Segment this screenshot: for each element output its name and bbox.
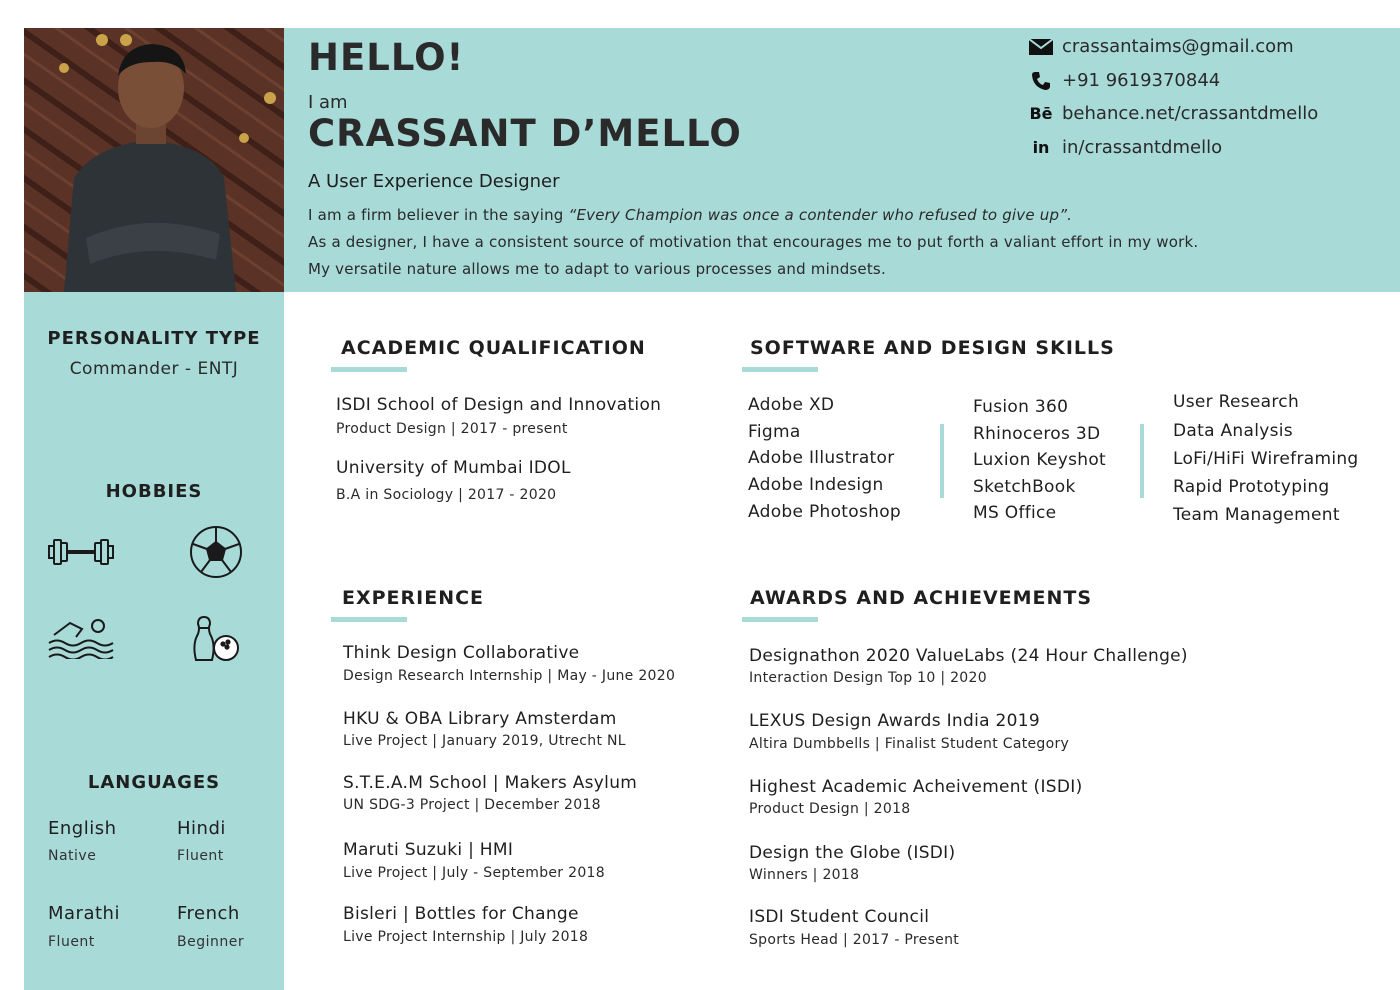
experience-item-sub: Design Research Internship | May - June 2020 (343, 668, 676, 684)
experience-item-title: Think Design Collaborative (343, 643, 580, 663)
phone-icon (1028, 71, 1054, 91)
skill-item: Figma (748, 422, 801, 442)
awards-heading: AWARDS AND ACHIEVEMENTS (750, 587, 1093, 609)
intro-text: I am (308, 92, 348, 113)
skill-item: Luxion Keyshot (973, 450, 1107, 470)
linkedin-text[interactable]: in/crassantdmello (1062, 137, 1223, 158)
contact-linkedin[interactable] (1028, 137, 1222, 158)
profile-photo-illustration (24, 28, 284, 292)
bio-line-3: My versatile nature allows me to adapt to various processes and mindsets. (308, 260, 886, 278)
experience-item-sub: UN SDG-3 Project | December 2018 (343, 797, 601, 813)
award-item-title: Highest Academic Acheivement (ISDI) (749, 777, 1083, 797)
award-item-title: Designathon 2020 ValueLabs (24 Hour Challenge) (749, 646, 1188, 666)
skill-item: Adobe Illustrator (748, 448, 895, 468)
award-item-sub: Interaction Design Top 10 | 2020 (749, 670, 987, 686)
bio-line-1 (308, 206, 1072, 224)
experience-item-sub: Live Project | July - September 2018 (343, 865, 605, 881)
skill-item: Rhinoceros 3D (973, 424, 1101, 444)
football-icon (181, 524, 251, 580)
skills-heading: SOFTWARE AND DESIGN SKILLS (750, 337, 1115, 359)
skills-underline (742, 367, 818, 372)
behance-text[interactable]: behance.net/crassantdmello (1062, 103, 1319, 124)
skill-item: User Research (1173, 392, 1300, 412)
skill-item: MS Office (973, 503, 1057, 523)
email-icon (1028, 37, 1054, 57)
awards-underline (742, 617, 818, 622)
sidebar (24, 292, 284, 990)
skill-item: Adobe Photoshop (748, 502, 901, 522)
skill-item: Rapid Prototyping (1173, 477, 1330, 497)
language-english-level: Native (48, 848, 97, 864)
language-english: English (48, 818, 117, 839)
contact-phone[interactable] (1028, 70, 1220, 91)
phone-text[interactable]: +91 9619370844 (1062, 70, 1221, 91)
academic-heading: ACADEMIC QUALIFICATION (341, 337, 646, 359)
personality-value: Commander - ENTJ (69, 359, 239, 379)
academic-item-sub: Product Design | 2017 - present (336, 421, 568, 437)
greeting: HELLO! (308, 36, 465, 79)
skill-item: Adobe Indesign (748, 475, 884, 495)
language-french-level: Beginner (177, 934, 245, 950)
dumbbell-icon (46, 524, 116, 580)
award-item-title: ISDI Student Council (749, 907, 930, 927)
language-marathi-level: Fluent (48, 934, 95, 950)
experience-heading: EXPERIENCE (342, 587, 485, 609)
skill-item: Fusion 360 (973, 397, 1069, 417)
language-hindi-level: Fluent (177, 848, 224, 864)
award-item-sub: Altira Dumbbells | Finalist Student Category (749, 736, 1070, 752)
contact-email[interactable] (1028, 36, 1294, 57)
language-french: French (177, 903, 240, 924)
job-title: A User Experience Designer (308, 171, 560, 192)
award-item-title: LEXUS Design Awards India 2019 (749, 711, 1040, 731)
behance-icon: Bē (1029, 104, 1053, 123)
experience-item-title: Bisleri | Bottles for Change (343, 904, 579, 924)
contact-behance[interactable] (1028, 103, 1318, 124)
skill-item: SketchBook (973, 477, 1076, 497)
hobbies-heading: HOBBIES (105, 481, 203, 502)
skill-item: Data Analysis (1173, 421, 1293, 441)
languages-heading: LANGUAGES (87, 772, 221, 793)
academic-underline (331, 367, 407, 372)
skill-item: Adobe XD (748, 395, 835, 415)
swimming-icon (46, 608, 116, 664)
academic-item-sub: B.A in Sociology | 2017 - 2020 (336, 487, 557, 503)
personality-heading: PERSONALITY TYPE (47, 328, 261, 349)
skills-divider (940, 424, 944, 498)
award-item-sub: Winners | 2018 (749, 867, 860, 883)
award-item-title: Design the Globe (ISDI) (749, 843, 956, 863)
bio-line-1-text: I am a firm believer in the saying (308, 206, 569, 224)
experience-item-title: Maruti Suzuki | HMI (343, 840, 514, 860)
email-text[interactable]: crassantaims@gmail.com (1062, 36, 1294, 57)
academic-item-title: University of Mumbai IDOL (336, 458, 571, 478)
experience-underline (331, 617, 407, 622)
language-hindi: Hindi (177, 818, 226, 839)
linkedin-icon: in (1032, 138, 1050, 157)
experience-item-sub: Live Project Internship | July 2018 (343, 929, 589, 945)
skill-item: LoFi/HiFi Wireframing (1173, 449, 1359, 469)
experience-item-title: S.T.E.A.M School | Makers Asylum (343, 773, 638, 793)
bowling-icon (181, 610, 251, 666)
experience-item-title: HKU & OBA Library Amsterdam (343, 709, 617, 729)
skills-divider (1140, 424, 1144, 498)
academic-item-title: ISDI School of Design and Innovation (336, 395, 662, 415)
header-banner (284, 28, 1400, 292)
experience-item-sub: Live Project | January 2019, Utrecht NL (343, 733, 626, 749)
award-item-sub: Product Design | 2018 (749, 801, 911, 817)
profile-photo (24, 28, 284, 292)
bio-quote: “Every Champion was once a contender who refused to give up”. (568, 206, 1073, 224)
bio-line-2: As a designer, I have a consistent source of motivation that encourages me to put forth a valiant effort in my work. (308, 233, 1199, 251)
skill-item: Team Management (1173, 505, 1340, 525)
language-marathi: Marathi (48, 903, 120, 924)
award-item-sub: Sports Head | 2017 - Present (749, 932, 960, 948)
full-name: CRASSANT D’MELLO (308, 112, 742, 155)
